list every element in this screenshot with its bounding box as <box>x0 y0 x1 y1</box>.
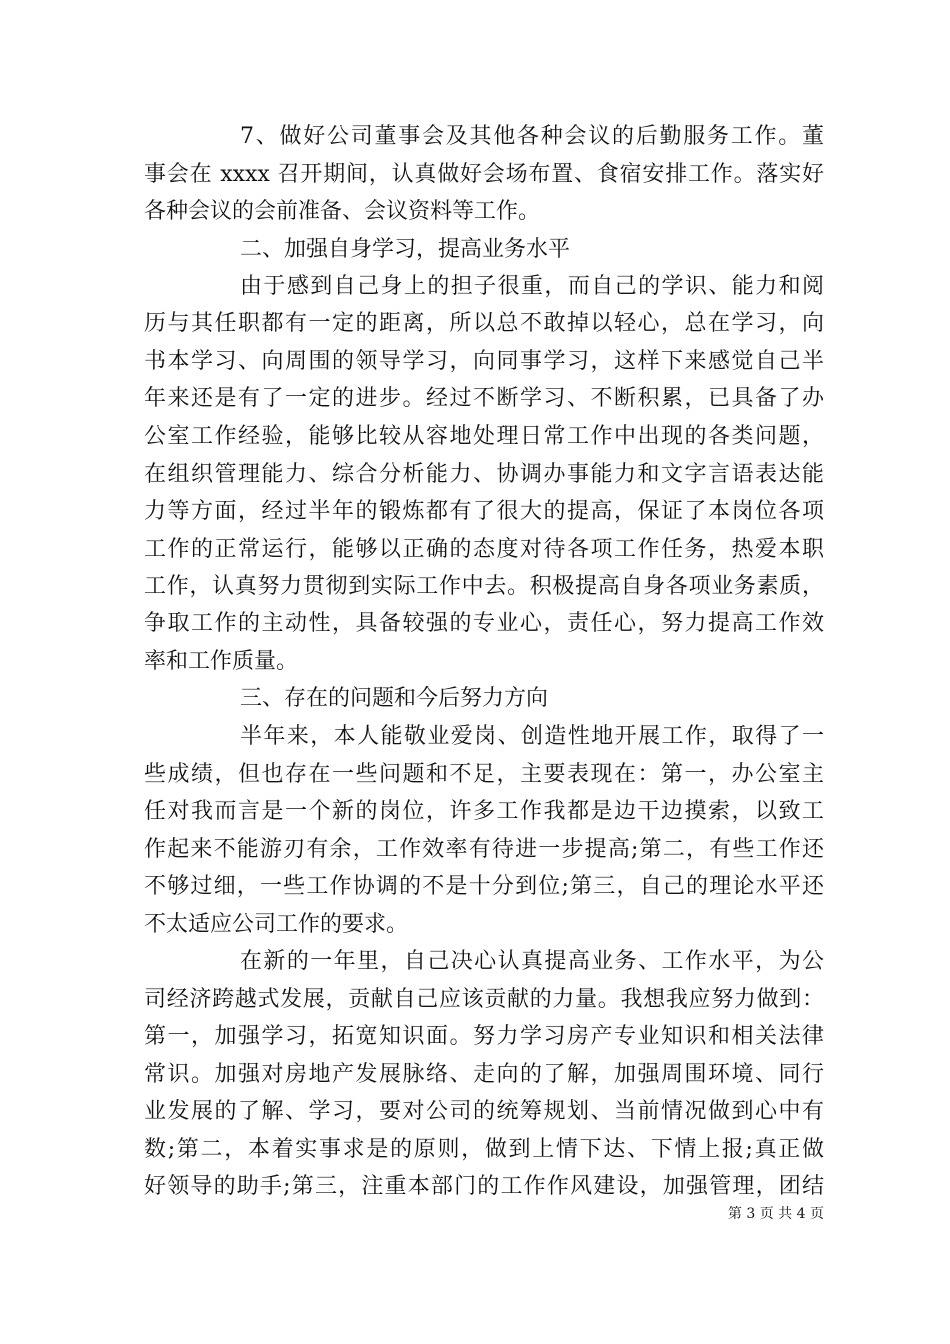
section-heading: 三、存在的问题和今后努力方向 <box>240 686 549 711</box>
text-line: 常识。加强对房地产发展脉络、走向的了解，加强周围环境、同行 <box>144 1062 824 1087</box>
text-line: 作起来不能游刃有余，工作效率有待进一步提高;第二，有些工作还 <box>144 837 824 862</box>
text-line: 书本学习、向周围的领导学习，向同事学习，这样下来感觉自己半 <box>144 349 824 374</box>
text-line: 业发展的了解、学习，要对公司的统筹规划、当前情况做到心中有 <box>144 1099 824 1124</box>
text-line: 力等方面，经过半年的锻炼都有了很大的提高，保证了本岗位各项 <box>144 499 824 524</box>
text-line: 年来还是有了一定的进步。经过不断学习、不断积累，已具备了办 <box>144 386 824 411</box>
text-line: 在新的一年里，自己决心认真提高业务、工作水平，为公 <box>240 949 824 974</box>
text-line: 不够过细，一些工作协调的不是十分到位;第三，自己的理论水平还 <box>144 874 824 899</box>
text-line: 率和工作质量。 <box>144 649 299 674</box>
text-line: 任对我而言是一个新的岗位，许多工作我都是边干边摸索，以致工 <box>144 799 824 824</box>
text-line: 历与其任职都有一定的距离，所以总不敢掉以轻心，总在学习，向 <box>144 311 824 336</box>
text-line: 不太适应公司工作的要求。 <box>144 912 409 937</box>
text-line: 些成绩，但也存在一些问题和不足，主要表现在：第一，办公室主 <box>144 762 824 787</box>
text-line: 好领导的助手;第三，注重本部门的工作作风建设，加强管理，团结 <box>144 1174 824 1199</box>
section-heading: 二、加强自身学习，提高业务水平 <box>240 237 571 262</box>
text-line: 争取工作的主动性，具备较强的专业心，责任心，努力提高工作效 <box>144 611 824 636</box>
text-line: 公室工作经验，能够比较从容地处理日常工作中出现的各类问题， <box>144 424 824 449</box>
text-line: 第一，加强学习，拓宽知识面。努力学习房产专业知识和相关法律 <box>144 1024 824 1049</box>
text-line: 工作的正常运行，能够以正确的态度对待各项工作任务，热爱本职 <box>144 537 824 562</box>
page-number: 第 3 页 共 4 页 <box>727 1206 824 1222</box>
text-line: 7、做好公司董事会及其他各种会议的后勤服务工作。董 <box>240 124 824 149</box>
text-line: 事会在 xxxx 召开期间，认真做好会场布置、食宿安排工作。落实好 <box>144 162 824 187</box>
text-line: 半年来，本人能敬业爱岗、创造性地开展工作，取得了一 <box>240 724 824 749</box>
text-line: 司经济跨越式发展，贡献自己应该贡献的力量。我想我应努力做到： <box>144 987 824 1012</box>
text-line: 在组织管理能力、综合分析能力、协调办事能力和文字言语表达能 <box>144 462 824 487</box>
text-line: 由于感到自己身上的担子很重，而自己的学识、能力和阅 <box>240 274 824 299</box>
text-line: 各种会议的会前准备、会议资料等工作。 <box>144 199 541 224</box>
text-line: 工作，认真努力贯彻到实际工作中去。积极提高自身各项业务素质， <box>144 574 824 599</box>
text-line: 数;第二，本着实事求是的原则，做到上情下达、下情上报;真正做 <box>144 1137 824 1162</box>
